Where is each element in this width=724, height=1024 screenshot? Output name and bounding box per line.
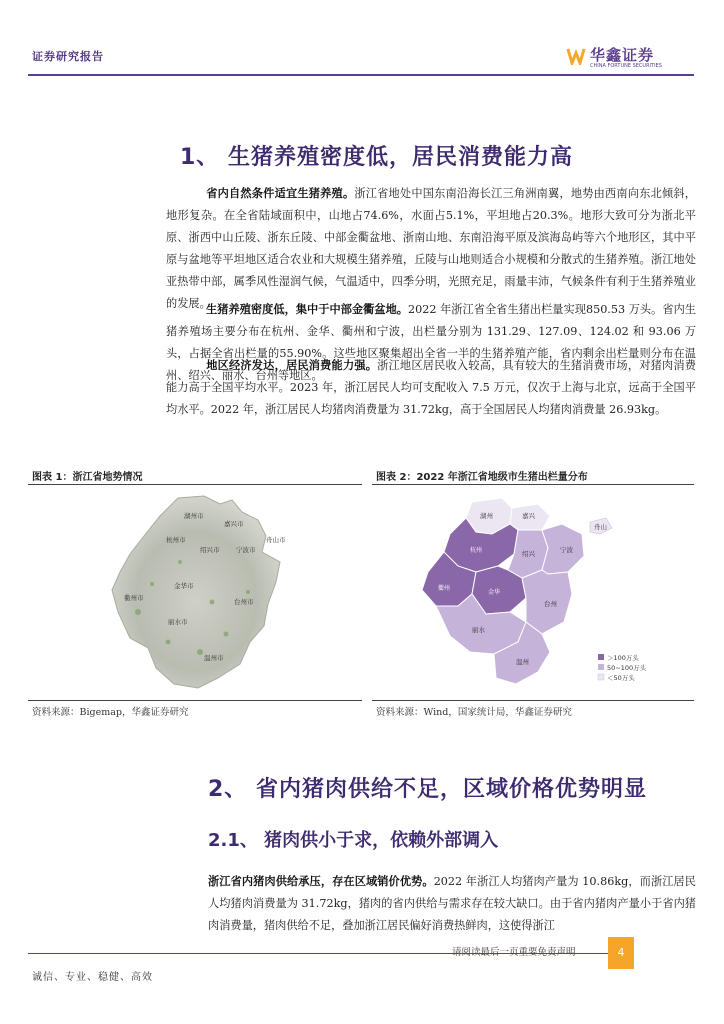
page-number-badge	[608, 937, 634, 969]
city-label: 宁波市	[236, 546, 256, 554]
section-1-title: 1、 生猪养殖密度低，居民消费能力高	[180, 145, 573, 170]
figure-2-caption-rule	[372, 484, 694, 485]
city-label: 杭州市	[166, 536, 186, 544]
legend-label: ＜50万头	[607, 674, 635, 682]
city-label: 舟山	[594, 523, 607, 531]
paragraph-body: 2022 年浙江人均猪肉产量为 10.86kg，而浙江居民人均猪肉消费量为 31.72kg，猪肉的省内供给与需求存在较大缺口。由于省内猪肉产量小于省内猪肉消费量，猪肉供给不足，叠加浙江居民偏好消费热鲜肉，这使得浙江	[208, 875, 696, 932]
city-label: 湖州市	[184, 512, 204, 520]
legend-swatch	[598, 654, 604, 660]
city-label: 台州	[544, 600, 557, 608]
city-label: 丽水市	[168, 618, 188, 626]
paragraph-body: 浙江地区居民收入较高，具有较大的生猪消费市场，对猪肉消费能力高于全国平均水平。2023 年，浙江居民人均可支配收入 7.5 万元，仅次于上海与北京，远高于全国平均水平。2022 年，浙江居民人均猪肉消费量为 31.72kg，高于全国居民人均猪肉消费量 26.93kg。	[166, 359, 696, 416]
logo-text-cn: 华鑫证券	[590, 46, 655, 64]
figure-2-caption: 图表 2：2022 年浙江省地级市生猪出栏量分布	[376, 472, 588, 483]
city-label: 衢州	[438, 585, 451, 592]
footer-divider	[28, 953, 608, 954]
page-number: 4	[617, 946, 625, 959]
figure-2-source: 资料来源：Wind，国家统计局，华鑫证券研究	[376, 707, 572, 718]
legend-swatch	[598, 674, 604, 680]
city-label: 丽水	[472, 626, 485, 634]
city-label: 宁波	[560, 546, 573, 554]
zhejiang-output-map	[414, 494, 674, 690]
paragraph-lead: 地区经济发达，居民消费能力强。	[206, 358, 378, 372]
city-label: 温州	[516, 658, 529, 666]
figure-1-caption: 图表 1：浙江省地势情况	[32, 472, 143, 483]
disclaimer-note	[452, 944, 576, 958]
city-label: 嘉兴市	[224, 520, 244, 528]
paragraph-consumption	[166, 354, 696, 421]
paragraph-lead: 省内自然条件适宜生猪养殖。	[206, 186, 355, 200]
paragraph-supply	[208, 870, 696, 937]
city-label: 绍兴	[522, 550, 535, 558]
logo-text-en: CHINA FORTUNE SECURITIES	[590, 63, 662, 69]
figure-1-caption-rule	[28, 484, 362, 485]
city-label: 台州市	[234, 598, 254, 606]
city-label: 绍兴市	[200, 546, 220, 554]
map-legend	[598, 653, 647, 682]
paragraph-terrain	[166, 182, 696, 315]
company-motto: 诚信、专业、稳健、高效	[32, 972, 153, 983]
city-label: 金华市	[174, 582, 194, 590]
city-label: 舟山市	[266, 536, 286, 544]
figure-1-source: 资料来源：Bigemap，华鑫证券研究	[32, 707, 189, 718]
paragraph-lead: 生猪养殖密度低，集中于中部金衢盆地。	[206, 302, 409, 316]
legend-label: ＞100万头	[607, 654, 639, 662]
paragraph-body: 2022 年浙江省全省生猪出栏量实现850.53 万头。省内生猪养殖场主要分布在杭州、金华、衢州和宁波，出栏量分别为 131.29、127.09、124.02 和 93.06 万头，占据全省出栏量的55.90%。这些地区聚集超出全省一半的生猪养殖产能，省内剩余出栏量则分布在温州、绍兴、丽水、台州等地区。	[166, 303, 696, 382]
section-2-title: 2、 省内猪肉供给不足，区域价格优势明显	[208, 777, 647, 802]
city-label: 衢州市	[124, 594, 144, 602]
paragraph-body: 浙江省地处中国东南沿海长江三角洲南翼，地势由西南向东北倾斜，地形复杂。在全省陆域面积中，山地占74.6%，水面占5.1%，平坦地占20.3%。地形大致可分为浙北平原、浙西中山丘陵、浙东丘陵、中部金衢盆地、浙南山地、东南沿海平原及滨海岛屿等六个地形区，其中平原与盆地等平坦地区适合农业和大规模生猪养殖，丘陵与山地则适合小规模和分散式的生猪养殖。浙江地处亚热带中部，属季风性湿润气候，气温适中，四季分明，光照充足，雨量丰沛，气候条件有利于生猪养殖业的发展。	[166, 187, 696, 310]
legend-swatch	[598, 664, 604, 670]
legend-label: 50~100万头	[607, 664, 647, 672]
zhejiang-terrain-map	[108, 492, 298, 690]
city-label: 温州市	[204, 654, 224, 662]
city-label: 金华	[488, 589, 501, 596]
logo-mark-icon	[566, 47, 586, 65]
figure-1-bottom-rule	[28, 700, 362, 701]
section-2-1-subtitle: 2.1、 猪肉供小于求，依赖外部调入	[208, 830, 499, 851]
paragraph-lead: 浙江省内猪肉供给承压，存在区域销价优势。	[208, 874, 434, 888]
header-divider	[28, 74, 694, 76]
city-label: 嘉兴	[522, 512, 535, 520]
company-logo	[566, 44, 666, 70]
figure-2-bottom-rule	[372, 700, 694, 701]
city-label: 杭州	[470, 547, 483, 554]
report-type-label: 证券研究报告	[32, 50, 104, 63]
city-label: 湖州	[480, 512, 493, 520]
